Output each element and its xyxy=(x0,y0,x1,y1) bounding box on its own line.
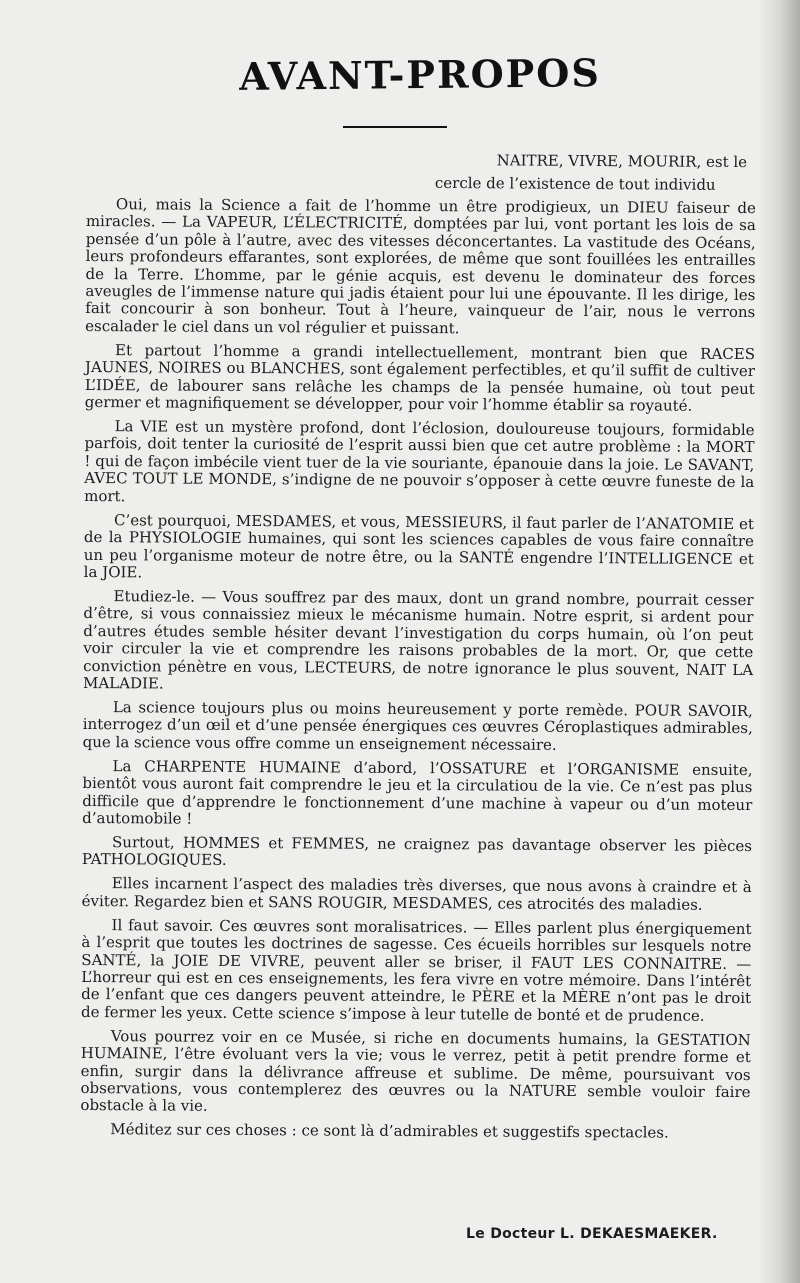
signature: Le Docteur L. DEKAESMAEKER. xyxy=(466,1226,718,1242)
paragraph: Et partout l’homme a grandi intellectuellement, montrant bien que RACES JAUNES, NOIRES ou BLANCHES, sont également perfectibles, et qu’il suffit de cultiver L’IDÉE, de labourer sans relâche les champs de la pensée humaine, où tout peut germer et magnifiquement se développer, pour voir l’homme établir sa royauté. xyxy=(84,341,756,415)
epigraph-line-2: cercle de l’existence de tout individu xyxy=(434,173,716,194)
page-title: AVANT-PROPOS xyxy=(238,50,602,99)
title-divider xyxy=(343,126,447,128)
paragraph: Elles incarnent l’aspect des maladies très diverses, que nous avons à craindre et à éviter. Regardez bien et SANS ROUGIR, MESDAMES, ces atrocités des maladies. xyxy=(81,874,752,914)
paragraph: La CHARPENTE HUMAINE d’abord, l’OSSATURE et l’ORGANISME ensuite, bientôt vous auront fait comprendre le jeu et la circulatiou de la vie. Ce n’est pas plus difficile que d’apprendre le fonctionnement d’une machine à vapeur ou d’un moteur d’automobile ! xyxy=(82,756,753,828)
paragraph: La science toujours plus ou moins heureusement y porte remède. POUR SAVOIR, interrogez d’un œil et d’une pensée énergiques ces œuvres Céroplastiques admirables, que la science vous offre comme un enseignement nécessaire. xyxy=(82,698,753,754)
paragraph: Oui, mais la Science a fait de l’homme un être prodigieux, un DIEU faiseur de miracles. — La VAPEUR, L’ÉLECTRICITÉ, domptées par lui, vont portant les lois de sa pensée d’un pôle à l’autre, avec des vitesses déconcertantes. La vastitude des Océans, leurs profondeurs effarantes, sont explorées, de même que sont fouillées les entrailles de la Terre. L’homme, par le génie acquis, est devenu le dominateur des forces aveugles de l’immense nature qui jadis étaient pour lui une épouvante. Il les dirige, les fait concourir à son bonheur. Tout à l’heure, vainqueur de l’air, nous le verrons escalader le ciel dans un vol régulier et puissant. xyxy=(85,195,756,338)
epigraph-line-1: NAITRE, VIVRE, MOURIR, est le xyxy=(496,151,748,172)
page-edge-shadow xyxy=(758,0,800,1283)
epigraph xyxy=(435,149,755,197)
paragraph: Vous pourrez voir en ce Musée, si riche en documents humains, la GESTATION HUMAINE, l’être évoluant vers la vie; vous le verrez, petit à petit prendre forme et enfin, surgir dans la délivrance affreuse et sublime. De même, poursuivant vos observations, vous contemplerez des œuvres ou la NATURE semble vouloir faire obstacle à la vie. xyxy=(80,1026,751,1116)
paragraph: La VIE est un mystère profond, dont l’éclosion, douloureuse toujours, formidable parfois, doit tenter la curiosité de l’esprit aussi bien que cet autre problème : la MORT ! qui de façon imbécile vient tuer de la vie souriante, épanouie dans la joie. Le SAVANT, AVEC TOUT LE MONDE, s’indigne de ne pouvoir s’opposer à cette œuvre funeste de la mort. xyxy=(84,417,755,505)
paragraph: Il faut savoir. Ces œuvres sont moralisatrices. — Elles parlent plus énergiquement à l’esprit que toutes les doctrines de sagesse. Ces écueils horribles sur lesquels notre SANTÉ, la JOIE DE VIVRE, peuvent aller se briser, il FAUT LES CONNAITRE. — L’horreur qui est en ces enseignements, les fera vivre en votre mémoire. Dans l’intérêt de l’enfant que ces dangers peuvent atteindre, le PÈRE et la MÈRE n’ont pas le droit de fermer les yeux. Cette science s’impose à leur tutelle de bonté et de prudence. xyxy=(80,915,752,1025)
body-text xyxy=(80,196,756,1150)
paragraph: Etudiez-le. — Vous souffrez par des maux, dont un grand nombre, pourrait cesser d’être, si vous connaissiez mieux le mécanisme humain. Notre esprit, si ardent pour d’autres études semble hésiter devant l’investigation du corps humain, où l’on peut voir circuler la vie et comprendre les raisons probables de la mort. Or, que cette conviction pénètre en vous, LECTEURS, de notre ignorance le plus souvent, NAIT LA MALADIE. xyxy=(82,587,754,693)
paragraph: Méditez sur ces choses : ce sont là d’admirables et suggestifs spectacles. xyxy=(110,1120,669,1143)
paragraph: C’est pourquoi, MESDAMES, et vous, MESSIEURS, il faut parler de l’ANATOMIE et de la PHYSIOLOGIE humaines, qui sont les sciences capables de vous faire connaître un peu l’organisme moteur de notre être, ou la SANTÉ engendre l’INTELLIGENCE et la JOIE. xyxy=(83,510,755,582)
paragraph: Surtout, HOMMES et FEMMES, ne craignez pas davantage observer les pièces PATHOLOGIQUES. xyxy=(81,833,753,870)
